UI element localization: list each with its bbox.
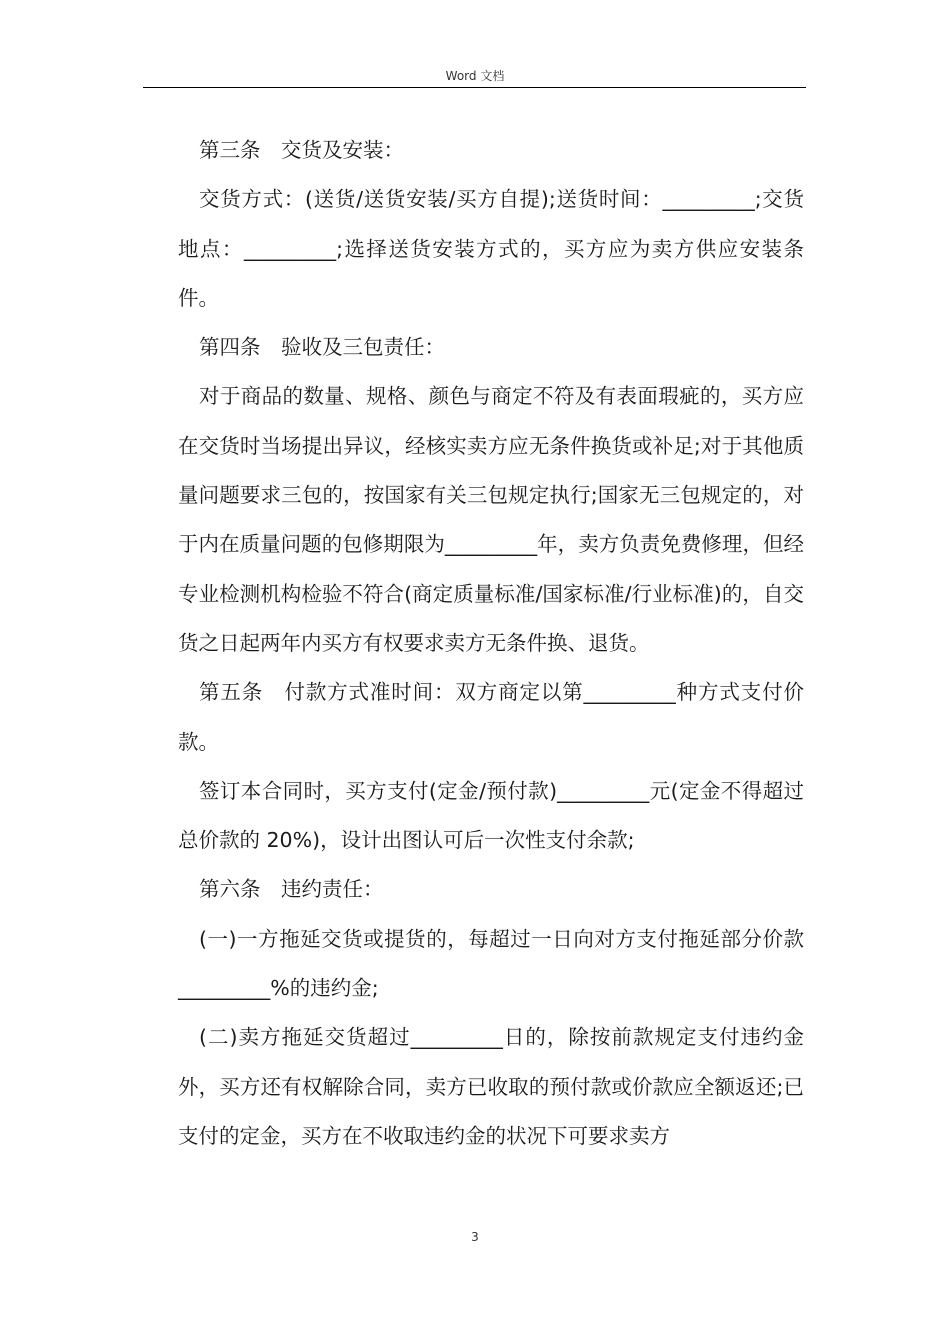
header-divider	[143, 87, 806, 88]
document-body	[178, 126, 804, 1161]
paragraph-liability-2: (二)卖方拖延交货超过_________日的，除按前款规定支付违约金外，买方还有权解除合同，卖方已收取的预付款或价款应全额返还;已支付的定金，买方在不收取违约金的状况下可要求卖方	[178, 1025, 804, 1148]
paragraph-article-3-title: 第三条 交货及安装：	[199, 138, 404, 162]
paragraph-article-4-title: 第四条 验收及三包责任：	[199, 335, 445, 360]
paragraph-liability-1: (一)一方拖延交货或提货的，每超过一日向对方支付拖延部分价款_________%的违约金;	[178, 926, 804, 1001]
paragraph-article-5-payment: 第五条 付款方式准时间：双方商定以第_________种方式支付价款。	[178, 680, 804, 754]
page-header: Word 文档	[445, 69, 505, 83]
paragraph-inspection-warranty: 对于商品的数量、规格、颜色与商定不符及有表面瑕疵的，买方应在交货时当场提出异议，经核实卖方应无条件换货或补足;对于其他质量问题要求三包的，按国家有关三包规定执行;国家无三包规定的，对于内在质量问题的包修期限为_________年，卖方负责免费修理，但经专业检测机构检验不符合(商定质量标准/国家标准/行业标准)的，自交货之日起两年内买方有权要求卖方无条件换、退货。	[178, 384, 804, 655]
page-number: 3	[471, 1230, 479, 1244]
paragraph-deposit: 签订本合同时，买方支付(定金/预付款)_________元(定金不得超过总价款的 20%)，设计出图认可后一次性支付余款;	[178, 778, 804, 853]
paragraph-delivery-method: 交货方式：(送货/送货安装/买方自提);送货时间：_________;交货地点：_________;选择送货安装方式的，买方应为卖方供应安装条件。	[178, 187, 804, 310]
paragraph-article-6-title: 第六条 违约责任：	[199, 877, 384, 902]
